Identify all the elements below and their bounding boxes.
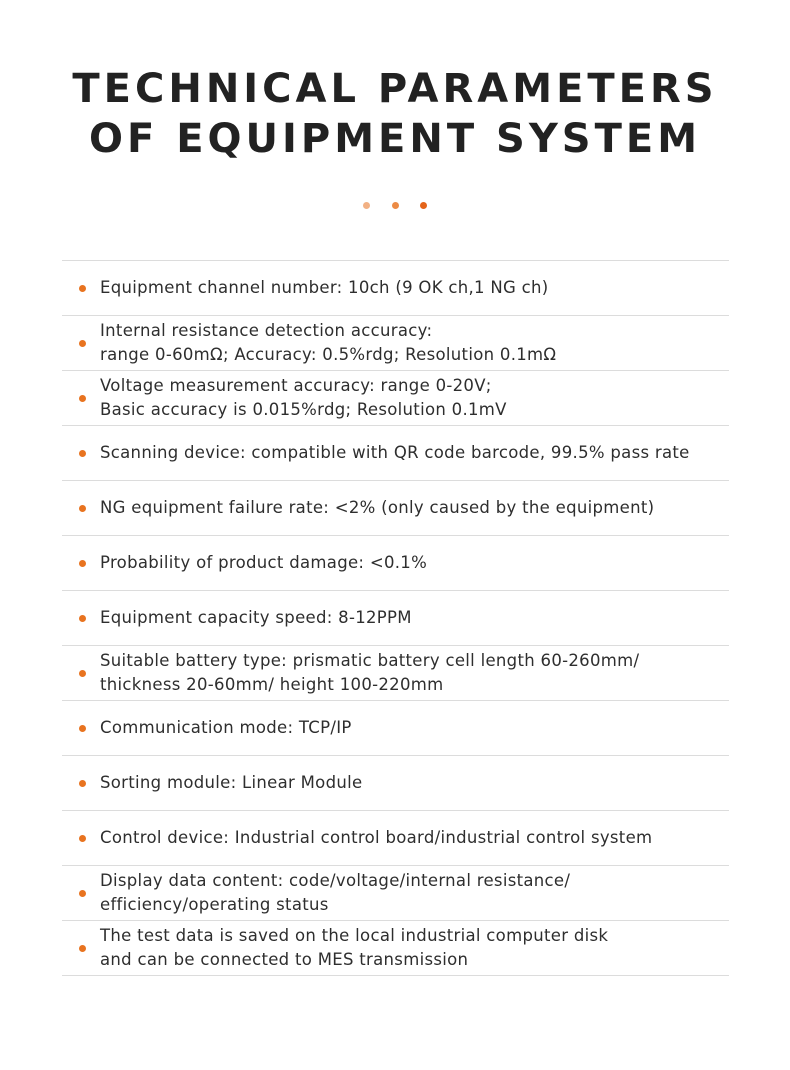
parameter-text-line: Control device: Industrial control board/industrial control system bbox=[100, 828, 653, 847]
page-title-line-1: TECHNICAL PARAMETERS bbox=[72, 66, 718, 112]
parameter-item bbox=[62, 756, 729, 811]
parameter-text-line: efficiency/operating status bbox=[100, 895, 329, 914]
dot-icon bbox=[363, 202, 370, 209]
bullet-dot-icon bbox=[79, 890, 86, 897]
bullet-dot-icon bbox=[79, 560, 86, 567]
bullet-dot-icon bbox=[79, 945, 86, 952]
parameter-item bbox=[62, 261, 729, 316]
parameter-text-line: Internal resistance detection accuracy: bbox=[100, 321, 433, 340]
bullet-dot-icon bbox=[79, 395, 86, 402]
parameter-text bbox=[100, 811, 760, 865]
bullet-dot-icon bbox=[79, 285, 86, 292]
parameter-text bbox=[100, 646, 760, 700]
bullet-dot-icon bbox=[79, 340, 86, 347]
bullet-dot-icon bbox=[79, 670, 86, 677]
parameter-text-line: NG equipment failure rate: <2% (only caused by the equipment) bbox=[100, 498, 655, 517]
parameter-text bbox=[100, 536, 760, 590]
parameter-text bbox=[100, 921, 760, 975]
dot-icon bbox=[420, 202, 427, 209]
parameter-text bbox=[100, 701, 760, 755]
parameter-list bbox=[62, 260, 729, 976]
parameter-text-line: Display data content: code/voltage/internal resistance/ bbox=[100, 871, 571, 890]
parameter-text-line: Basic accuracy is 0.015%rdg; Resolution 0.1mV bbox=[100, 400, 507, 419]
parameter-item bbox=[62, 371, 729, 426]
parameter-item bbox=[62, 866, 729, 921]
parameter-text-line: Voltage measurement accuracy: range 0-20V; bbox=[100, 376, 492, 395]
parameter-text-line: Communication mode: TCP/IP bbox=[100, 718, 352, 737]
parameter-item bbox=[62, 536, 729, 591]
bullet-dot-icon bbox=[79, 505, 86, 512]
decorative-dots bbox=[0, 195, 790, 205]
parameter-text-line: The test data is saved on the local industrial computer disk bbox=[100, 926, 609, 945]
parameter-text-line: range 0-60mΩ; Accuracy: 0.5%rdg; Resolution 0.1mΩ bbox=[100, 345, 557, 364]
parameter-item bbox=[62, 426, 729, 481]
parameter-text bbox=[100, 481, 760, 535]
parameter-text-line: Probability of product damage: <0.1% bbox=[100, 553, 428, 572]
parameter-text-line: and can be connected to MES transmission bbox=[100, 950, 469, 969]
parameter-item bbox=[62, 921, 729, 976]
page-title-line-2: OF EQUIPMENT SYSTEM bbox=[88, 116, 702, 162]
parameter-text-line: Scanning device: compatible with QR code barcode, 99.5% pass rate bbox=[100, 443, 690, 462]
parameter-item bbox=[62, 481, 729, 536]
parameter-text bbox=[100, 591, 760, 645]
parameter-text-line: Equipment capacity speed: 8-12PPM bbox=[100, 608, 412, 627]
parameter-item bbox=[62, 316, 729, 371]
page-title bbox=[0, 64, 790, 164]
parameter-text bbox=[100, 866, 760, 920]
parameter-text-line: Suitable battery type: prismatic battery cell length 60-260mm/ bbox=[100, 651, 640, 670]
parameter-item bbox=[62, 701, 729, 756]
bullet-dot-icon bbox=[79, 725, 86, 732]
parameter-text bbox=[100, 426, 760, 480]
parameter-text bbox=[100, 371, 760, 425]
bullet-dot-icon bbox=[79, 780, 86, 787]
bullet-dot-icon bbox=[79, 835, 86, 842]
parameter-text bbox=[100, 756, 760, 810]
parameter-text bbox=[100, 261, 760, 315]
dot-icon bbox=[392, 202, 399, 209]
bullet-dot-icon bbox=[79, 615, 86, 622]
parameter-text bbox=[100, 316, 760, 370]
parameter-text-line: Equipment channel number: 10ch (9 OK ch,1 NG ch) bbox=[100, 278, 549, 297]
parameter-item bbox=[62, 646, 729, 701]
parameter-item bbox=[62, 591, 729, 646]
parameter-item bbox=[62, 811, 729, 866]
parameter-text-line: thickness 20-60mm/ height 100-220mm bbox=[100, 675, 444, 694]
bullet-dot-icon bbox=[79, 450, 86, 457]
parameter-text-line: Sorting module: Linear Module bbox=[100, 773, 363, 792]
